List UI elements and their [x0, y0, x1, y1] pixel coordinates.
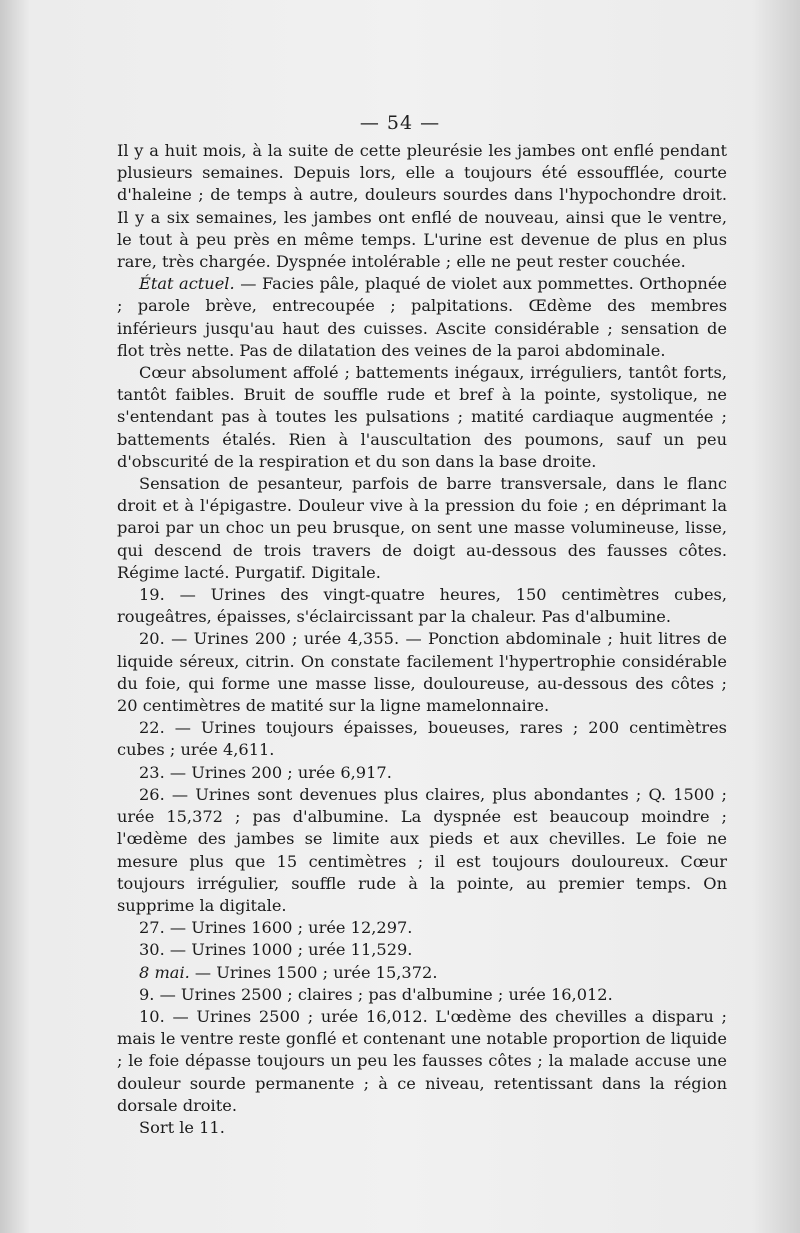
entry-20: 20. — Urines 200 ; urée 4,355. — Ponction abdominale ; huit litres de liquide séreux, citrin. On constate facilement l'hypertrophie considérable du foie, qui forme une masse lisse, douloureuse, au-dessous des côtes ; 20 centimètres de matité sur la ligne mamelonnaire.	[117, 629, 727, 716]
entry-30: 30. — Urines 1000 ; urée 11,529.	[139, 940, 413, 960]
entry-27: 27. — Urines 1600 ; urée 12,297.	[139, 918, 413, 938]
page-number: — 54 —	[359, 112, 441, 134]
discharge-note: Sort le 11.	[139, 1117, 225, 1137]
entry-23: 23. — Urines 200 ; urée 6,917.	[139, 762, 392, 782]
entry-8-mai: 8 mai. — Urines 1500 ; urée 15,372.	[139, 962, 438, 982]
entry-9: 9. — Urines 2500 ; claires ; pas d'albumine ; urée 16,012.	[139, 984, 613, 1004]
paragraph-history: Il y a huit mois, à la suite de cette pleurésie les jambes ont enflé pendant plusieurs semaines. Depuis lors, elle a toujours été essoufflée, courte d'haleine ; de temps à autre, douleurs sourdes dans l'hypochondre droit. Il y a six semaines, les jambes ont enflé de nouveau, ainsi que le ventre, le tout à peu près en même temps. L'urine est devenue de plus en plus rare, très chargée. Dyspnée intolérable ; elle ne peut rester couchée.	[117, 141, 727, 272]
entry-22: 22. — Urines toujours épaisses, boueuses, rares ; 200 centimètres cubes ; urée 4,611.	[117, 718, 727, 760]
section-lead: État actuel.	[139, 274, 235, 294]
entry-19: 19. — Urines des vingt-quatre heures, 150 centimètres cubes, rougeâtres, épaisses, s'éclaircissant par la chaleur. Pas d'albumine.	[117, 585, 727, 627]
date-lead: 8 mai.	[139, 962, 190, 982]
paragraph-etat-actuel: État actuel. — Facies pâle, plaqué de violet aux pommettes. Orthopnée ; parole brève, entrecoupée ; palpitations. Œdème des membres inférieurs jusqu'au haut des cuisses. Ascite considérable ; sensation de flot très nette. Pas de dilatation des veines de la paroi abdominale.	[117, 274, 727, 360]
paragraph-sensation: Sensation de pesanteur, parfois de barre transversale, dans le flanc droit et à l'épigastre. Douleur vive à la pression du foie ; en déprimant la paroi par un choc un peu brusque, on sent une masse volumineuse, lisse, qui descend de trois travers de doigt au-dessous des fausses côtes. Régime lacté. Purgatif. Digitale.	[117, 474, 727, 582]
entry-26: 26. — Urines sont devenues plus claires, plus abondantes ; Q. 1500 ; urée 15,372 ; pas d'albumine. La dyspnée est beaucoup moindre ; l'œdème des jambes se limite aux pieds et aux chevilles. Le foie ne mesure plus que 15 centimètres ; il est toujours douloureux. Cœur toujours irrégulier, souffle rude à la pointe, au premier temps. On supprime la digitale.	[117, 784, 727, 915]
entry-10: 10. — Urines 2500 ; urée 16,012. L'œdème des chevilles a disparu ; mais le ventre reste gonflé et contenant une notable proportion de liquide ; le foie dépasse toujours un peu les fausses côtes ; la malade accuse une douleur sourde permanente ; à ce niveau, retentissant dans la région dorsale droite.	[117, 1006, 727, 1115]
body-text	[117, 140, 727, 1139]
paragraph-coeur: Cœur absolument affolé ; battements inégaux, irréguliers, tantôt forts, tantôt faibles. Bruit de souffle rude et bref à la pointe, systolique, ne s'entendant pas à toutes les pulsations ; matité cardiaque augmentée ; battements étalés. Rien à l'auscultation des poumons, sauf un peu d'obscurité de la respiration et du son dans la base droite.	[117, 363, 727, 471]
